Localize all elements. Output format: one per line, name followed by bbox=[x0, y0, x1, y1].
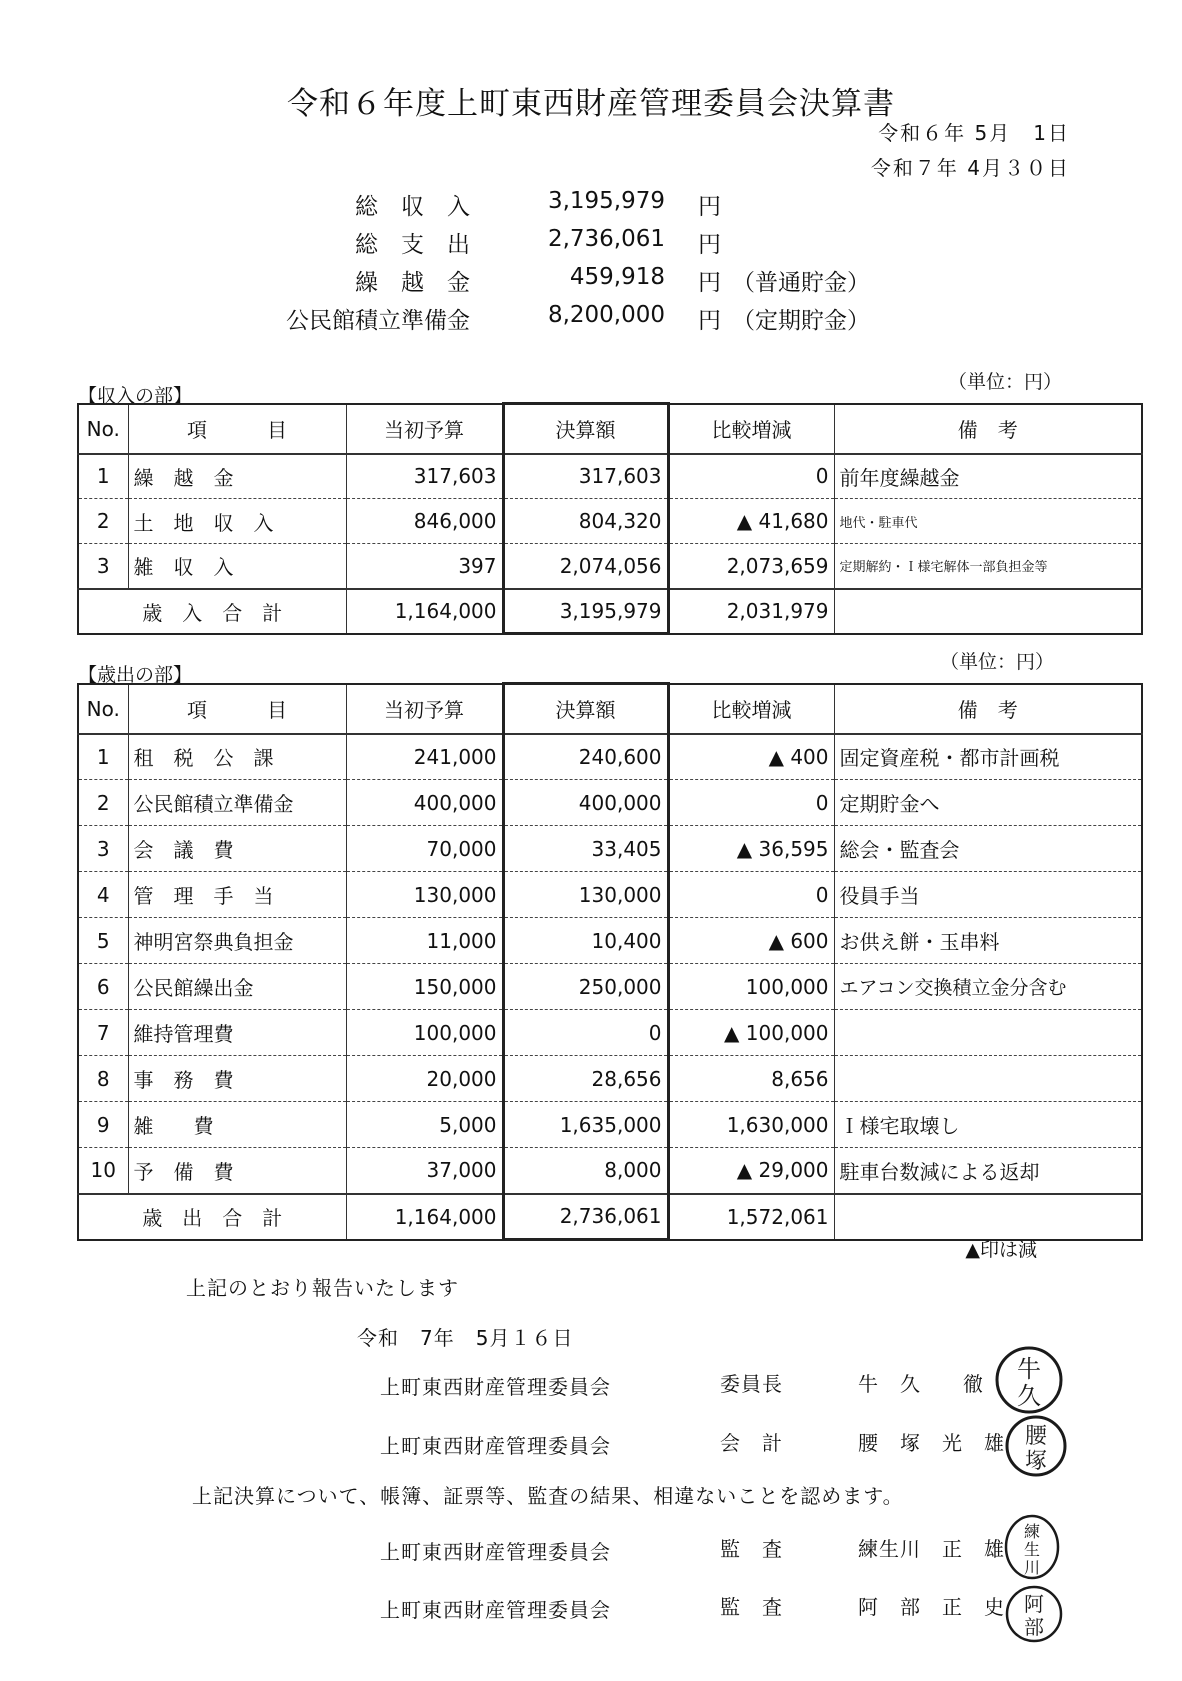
seal-chairman-stamp bbox=[993, 1344, 1065, 1416]
income-total-row bbox=[78, 589, 1142, 634]
cell-diff: ▲ 41,680 bbox=[668, 499, 834, 544]
cell-budget: 400,000 bbox=[346, 780, 503, 826]
cell-no: 3 bbox=[78, 544, 128, 589]
svg-text:塚: 塚 bbox=[1024, 1449, 1048, 1474]
cell-note: 定期解約・Ｉ様宅解体一部負担金等 bbox=[834, 544, 1142, 589]
cell-actual: 0 bbox=[503, 1010, 668, 1056]
cell-item: 神明宮祭典負担金 bbox=[128, 918, 346, 964]
total-actual: 2,736,061 bbox=[503, 1194, 668, 1240]
cell-diff: ▲ 100,000 bbox=[668, 1010, 834, 1056]
cell-no: 2 bbox=[78, 780, 128, 826]
summary-value: 2,736,061 bbox=[547, 226, 665, 252]
cell-actual: 400,000 bbox=[503, 780, 668, 826]
decrease-legend: ▲印は減 bbox=[965, 1239, 1037, 1261]
signatory-name: 牛 久 徹 bbox=[858, 1372, 984, 1396]
summary-value: 3,195,979 bbox=[547, 188, 665, 214]
auditor-role: 監 査 bbox=[720, 1595, 783, 1619]
expense-unit-label: （単位：円） bbox=[939, 651, 1054, 673]
svg-text:生: 生 bbox=[1023, 1540, 1041, 1559]
header-diff: 比較増減 bbox=[668, 404, 834, 454]
cell-no: 1 bbox=[78, 454, 128, 499]
total-label: 歳 入 合 計 bbox=[78, 589, 346, 634]
summary-note: （定期貯金） bbox=[732, 308, 870, 334]
cell-no: 9 bbox=[78, 1102, 128, 1148]
summary-yen: 円 bbox=[698, 232, 721, 258]
table-row bbox=[78, 918, 1142, 964]
total-diff: 2,031,979 bbox=[668, 589, 834, 634]
cell-item: 雑 費 bbox=[128, 1102, 346, 1148]
cell-no: 1 bbox=[78, 734, 128, 780]
report-date: 令和 7年 5月１６日 bbox=[357, 1326, 574, 1350]
cell-note: 役員手当 bbox=[834, 872, 1142, 918]
cell-actual: 2,074,056 bbox=[503, 544, 668, 589]
cell-note: 固定資産税・都市計画税 bbox=[834, 734, 1142, 780]
cell-budget: 397 bbox=[346, 544, 503, 589]
table-row bbox=[78, 780, 1142, 826]
cell-item: 会 議 費 bbox=[128, 826, 346, 872]
cell-note bbox=[834, 1056, 1142, 1102]
cell-budget: 100,000 bbox=[346, 1010, 503, 1056]
cell-budget: 20,000 bbox=[346, 1056, 503, 1102]
cell-diff: ▲ 29,000 bbox=[668, 1148, 834, 1194]
cell-note: 駐車台数減による返却 bbox=[834, 1148, 1142, 1194]
signatory-role: 会 計 bbox=[720, 1431, 783, 1455]
cell-actual: 33,405 bbox=[503, 826, 668, 872]
total-budget: 1,164,000 bbox=[346, 1194, 503, 1240]
cell-actual: 240,600 bbox=[503, 734, 668, 780]
seal-auditor-1-stamp bbox=[1002, 1513, 1062, 1581]
cell-item: 繰 越 金 bbox=[128, 454, 346, 499]
header-actual: 決算額 bbox=[503, 404, 668, 454]
cell-diff: ▲ 36,595 bbox=[668, 826, 834, 872]
cell-budget: 5,000 bbox=[346, 1102, 503, 1148]
cell-actual: 8,000 bbox=[503, 1148, 668, 1194]
cell-no: 2 bbox=[78, 499, 128, 544]
cell-item: 公民館積立準備金 bbox=[128, 780, 346, 826]
table-row bbox=[78, 499, 1142, 544]
svg-text:牛: 牛 bbox=[1017, 1355, 1041, 1383]
cell-actual: 130,000 bbox=[503, 872, 668, 918]
expense-header-row bbox=[78, 684, 1142, 734]
summary-note: （普通貯金） bbox=[732, 270, 870, 296]
header-diff: 比較増減 bbox=[668, 684, 834, 734]
header-budget: 当初予算 bbox=[346, 404, 503, 454]
cell-budget: 150,000 bbox=[346, 964, 503, 1010]
total-diff: 1,572,061 bbox=[668, 1194, 834, 1240]
auditor-org: 上町東西財産管理委員会 bbox=[380, 1540, 611, 1564]
cell-actual: 250,000 bbox=[503, 964, 668, 1010]
summary-label: 総 収 入 bbox=[355, 194, 470, 220]
summary-yen: 円 bbox=[698, 270, 721, 296]
header-budget: 当初予算 bbox=[346, 684, 503, 734]
table-row bbox=[78, 1102, 1142, 1148]
cell-diff: 8,656 bbox=[668, 1056, 834, 1102]
total-label: 歳 出 合 計 bbox=[78, 1194, 346, 1240]
cell-diff: 0 bbox=[668, 780, 834, 826]
summary-row-total-expense bbox=[200, 226, 880, 264]
cell-item: 維持管理費 bbox=[128, 1010, 346, 1056]
header-no: No. bbox=[78, 404, 128, 454]
svg-text:部: 部 bbox=[1024, 1615, 1044, 1639]
cell-no: 10 bbox=[78, 1148, 128, 1194]
cell-budget: 241,000 bbox=[346, 734, 503, 780]
cell-note bbox=[834, 1010, 1142, 1056]
header-note: 備 考 bbox=[834, 404, 1142, 454]
table-row bbox=[78, 454, 1142, 499]
cell-item: 土 地 収 入 bbox=[128, 499, 346, 544]
cell-note: エアコン交換積立金分含む bbox=[834, 964, 1142, 1010]
table-row bbox=[78, 1148, 1142, 1194]
cell-budget: 846,000 bbox=[346, 499, 503, 544]
summary-label: 総 支 出 bbox=[355, 232, 470, 258]
cell-diff: 100,000 bbox=[668, 964, 834, 1010]
cell-note: 前年度繰越金 bbox=[834, 454, 1142, 499]
total-note bbox=[834, 589, 1142, 634]
expense-table bbox=[77, 682, 1143, 1241]
header-note: 備 考 bbox=[834, 684, 1142, 734]
svg-text:久: 久 bbox=[1017, 1382, 1041, 1410]
cell-budget: 37,000 bbox=[346, 1148, 503, 1194]
cell-note: Ｉ様宅取壊し bbox=[834, 1102, 1142, 1148]
cell-actual: 1,635,000 bbox=[503, 1102, 668, 1148]
cell-diff: 0 bbox=[668, 872, 834, 918]
period-start: 令和６年 5月 1日 bbox=[878, 121, 1070, 145]
total-budget: 1,164,000 bbox=[346, 589, 503, 634]
income-table bbox=[77, 402, 1143, 635]
table-row bbox=[78, 964, 1142, 1010]
svg-text:川: 川 bbox=[1023, 1558, 1041, 1577]
cell-item: 事 務 費 bbox=[128, 1056, 346, 1102]
signatory-org: 上町東西財産管理委員会 bbox=[380, 1375, 611, 1399]
header-item: 項 目 bbox=[128, 684, 346, 734]
summary-value: 8,200,000 bbox=[547, 302, 665, 328]
cell-actual: 10,400 bbox=[503, 918, 668, 964]
svg-text:阿: 阿 bbox=[1024, 1592, 1044, 1616]
cell-item: 租 税 公 課 bbox=[128, 734, 346, 780]
cell-no: 7 bbox=[78, 1010, 128, 1056]
cell-note: 総会・監査会 bbox=[834, 826, 1142, 872]
report-statement: 上記のとおり報告いたします bbox=[186, 1276, 459, 1300]
cell-item: 公民館繰出金 bbox=[128, 964, 346, 1010]
cell-no: 5 bbox=[78, 918, 128, 964]
cell-note: お供え餅・玉串料 bbox=[834, 918, 1142, 964]
cell-actual: 804,320 bbox=[503, 499, 668, 544]
cell-no: 3 bbox=[78, 826, 128, 872]
cell-diff: 2,073,659 bbox=[668, 544, 834, 589]
cell-diff: ▲ 400 bbox=[668, 734, 834, 780]
table-row bbox=[78, 544, 1142, 589]
cell-diff: 1,630,000 bbox=[668, 1102, 834, 1148]
table-row bbox=[78, 1056, 1142, 1102]
seal-auditor-2-stamp bbox=[1003, 1583, 1065, 1645]
cell-no: 4 bbox=[78, 872, 128, 918]
document-title: 令和６年度上町東西財産管理委員会決算書 bbox=[287, 86, 895, 122]
summary-row-reserve-fund bbox=[200, 302, 880, 340]
header-no: No. bbox=[78, 684, 128, 734]
total-note bbox=[834, 1194, 1142, 1240]
table-row bbox=[78, 1010, 1142, 1056]
cell-budget: 317,603 bbox=[346, 454, 503, 499]
cell-diff: 0 bbox=[668, 454, 834, 499]
header-actual: 決算額 bbox=[503, 684, 668, 734]
income-unit-label: （単位：円） bbox=[947, 371, 1062, 393]
signatory-name: 腰 塚 光 雄 bbox=[858, 1431, 1005, 1455]
audit-statement: 上記決算について、帳簿、証票等、監査の結果、相違ないことを認めます。 bbox=[192, 1484, 904, 1508]
table-row bbox=[78, 826, 1142, 872]
auditor-role: 監 査 bbox=[720, 1537, 783, 1561]
summary-label: 繰 越 金 bbox=[355, 270, 470, 296]
summary-yen: 円 bbox=[698, 308, 721, 334]
header-item: 項 目 bbox=[128, 404, 346, 454]
summary-label: 公民館積立準備金 bbox=[286, 308, 470, 334]
svg-text:練: 練 bbox=[1023, 1522, 1041, 1541]
expense-section-label: 【歳出の部】 bbox=[78, 664, 193, 686]
table-row bbox=[78, 872, 1142, 918]
expense-total-row bbox=[78, 1194, 1142, 1240]
cell-budget: 130,000 bbox=[346, 872, 503, 918]
cell-no: 8 bbox=[78, 1056, 128, 1102]
cell-actual: 28,656 bbox=[503, 1056, 668, 1102]
cell-diff: ▲ 600 bbox=[668, 918, 834, 964]
cell-actual: 317,603 bbox=[503, 454, 668, 499]
seal-treasurer-stamp bbox=[1003, 1413, 1069, 1479]
total-actual: 3,195,979 bbox=[503, 589, 668, 634]
period-end: 令和７年 4月３０日 bbox=[870, 156, 1070, 180]
income-section-label: 【収入の部】 bbox=[78, 385, 193, 407]
cell-budget: 11,000 bbox=[346, 918, 503, 964]
cell-item: 管 理 手 当 bbox=[128, 872, 346, 918]
summary-yen: 円 bbox=[698, 194, 721, 220]
table-row bbox=[78, 734, 1142, 780]
summary-row-carryover bbox=[200, 264, 880, 302]
cell-note: 地代・駐車代 bbox=[834, 499, 1142, 544]
signatory-role: 委員長 bbox=[720, 1372, 783, 1396]
summary-value: 459,918 bbox=[569, 264, 665, 290]
auditor-org: 上町東西財産管理委員会 bbox=[380, 1598, 611, 1622]
cell-no: 6 bbox=[78, 964, 128, 1010]
auditor-name: 阿 部 正 史 bbox=[858, 1595, 1005, 1619]
svg-text:腰: 腰 bbox=[1024, 1424, 1048, 1449]
cell-budget: 70,000 bbox=[346, 826, 503, 872]
auditor-name: 練生川 正 雄 bbox=[858, 1537, 1005, 1561]
cell-item: 予 備 費 bbox=[128, 1148, 346, 1194]
cell-note: 定期貯金へ bbox=[834, 780, 1142, 826]
summary-row-total-income bbox=[200, 188, 880, 226]
income-header-row bbox=[78, 404, 1142, 454]
signatory-org: 上町東西財産管理委員会 bbox=[380, 1434, 611, 1458]
cell-item: 雑 収 入 bbox=[128, 544, 346, 589]
